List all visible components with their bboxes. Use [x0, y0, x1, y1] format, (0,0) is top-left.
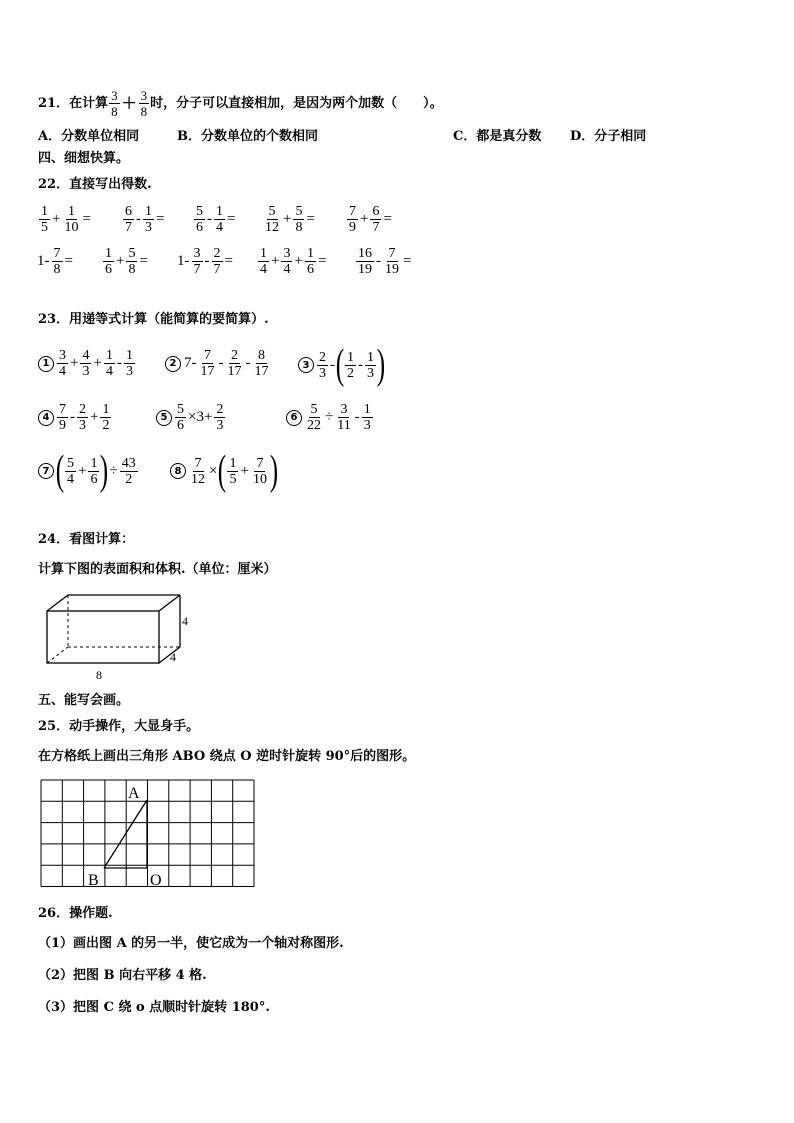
- label-a: A: [128, 785, 140, 802]
- q25-instruction: 在方格纸上画出三角形 ABO 绕点 O 逆时针旋转 90°后的图形。: [38, 749, 416, 764]
- grid-paper: [40, 779, 256, 891]
- q22-expr-2: $\frac{6}{7}$ - $\frac{1}{3}$ =: [125, 204, 165, 235]
- q21-option-c: C．都是真分数: [453, 129, 542, 144]
- q22-title: 22．直接写出得数.: [38, 177, 152, 192]
- q22-expr-8: 1- $\frac{3}{7}$ - $\frac{2}{7}$ =: [177, 246, 233, 277]
- q26-item-3: （3）把图 C 绕 o 点顺时针旋转 180°.: [38, 1000, 270, 1015]
- q21-option-d: D．分子相同: [570, 129, 647, 144]
- dim-height-label: 4: [182, 614, 188, 628]
- q21-option-b: B．分数单位的个数相同: [177, 129, 318, 144]
- q22-expr-9: $\frac{1}{4}$ + $\frac{3}{4}$ + $\frac{1}{6}$ =: [260, 246, 327, 277]
- q21-option-a: A．分数单位相同: [38, 129, 140, 144]
- q21-suffix: 时，分子可以直接相加，是因为两个加数（ ）。: [150, 96, 443, 111]
- q23-expr-6: 6 $\frac{5}{22}$ ÷ $\frac{3}{11}$ - $\frac{1}{3}$: [286, 402, 374, 433]
- q21-prefix: 21．在计算: [38, 96, 109, 111]
- section-4-heading: 四、细想快算。: [38, 151, 130, 166]
- section-5-heading: 五、能写会画。: [38, 693, 130, 708]
- q23-expr-8: 8 $\frac{7}{12}$ × ( $\frac{1}{5}$ + $\frac{7}{10}$ ): [170, 450, 278, 492]
- q22-expr-7: $\frac{1}{6}$ + $\frac{5}{8}$ =: [105, 246, 148, 277]
- q23-expr-5: 5 $\frac{5}{6}$ ×3+ $\frac{2}{3}$: [156, 402, 226, 433]
- q25-title: 25．动手操作，大显身手。: [38, 719, 200, 734]
- q26-title: 26．操作题.: [38, 906, 113, 921]
- dim-length-label: 8: [96, 668, 102, 682]
- q21-fraction-1: $\frac{3}{8}$: [111, 88, 118, 119]
- q23-expr-7: 7 ( $\frac{5}{4}$ + $\frac{1}{6}$ ) ÷ $\frac{43}{2}$: [38, 450, 139, 492]
- q22-expr-6: 1- $\frac{7}{8}$ =: [37, 246, 73, 277]
- cuboid-figure: [38, 590, 198, 682]
- q22-expr-4: $\frac{5}{12}$ + $\frac{5}{8}$ =: [265, 204, 315, 235]
- q23-title: 23．用递等式计算（能简算的要简算）.: [38, 312, 269, 327]
- q21-fraction-2: $\frac{3}{8}$: [140, 88, 148, 119]
- label-b: B: [88, 872, 99, 889]
- q21-question: 21．在计算 $\frac{3}{8}$ ＋ $\frac{3}{8}$ 时，分子可以直接相加，是因为两个加数（ ）。: [38, 88, 443, 119]
- q22-expr-10: $\frac{16}{19}$ - $\frac{7}{19}$ =: [358, 246, 412, 277]
- q22-expr-1: $\frac{1}{5}$ + $\frac{1}{10}$ =: [41, 204, 91, 235]
- q24-title: 24．看图计算：: [38, 532, 135, 547]
- q23-expr-1: 1 $\frac{3}{4}$ + $\frac{4}{3}$ + $\frac{1}{4}$ - $\frac{1}{3}$: [38, 348, 136, 379]
- q24-subtitle: 计算下图的表面积和体积.（单位：厘米）: [38, 562, 277, 577]
- q22-expr-5: $\frac{7}{9}$ + $\frac{6}{7}$ =: [349, 204, 392, 235]
- segment-ab: [104, 800, 147, 868]
- q22-expr-3: $\frac{5}{6}$ - $\frac{1}{4}$ =: [196, 204, 236, 235]
- q26-item-1: （1）画出图 A 的另一半，使它成为一个轴对称图形.: [38, 936, 344, 951]
- q23-expr-4: 4 $\frac{7}{9}$ - $\frac{2}{3}$ + $\frac{1}{2}$: [38, 402, 112, 433]
- label-o: O: [150, 872, 162, 889]
- q26-item-2: （2）把图 B 向右平移 4 格.: [38, 968, 207, 983]
- q23-expr-2: 2 7- $\frac{7}{17}$ - $\frac{2}{17}$ - $\frac{8}{17}$: [165, 348, 272, 379]
- dim-depth-label: 4: [170, 650, 176, 664]
- q23-expr-3: 3 $\frac{2}{3}$ - ( $\frac{1}{2}$ - $\frac{1}{3}$ ): [298, 344, 385, 386]
